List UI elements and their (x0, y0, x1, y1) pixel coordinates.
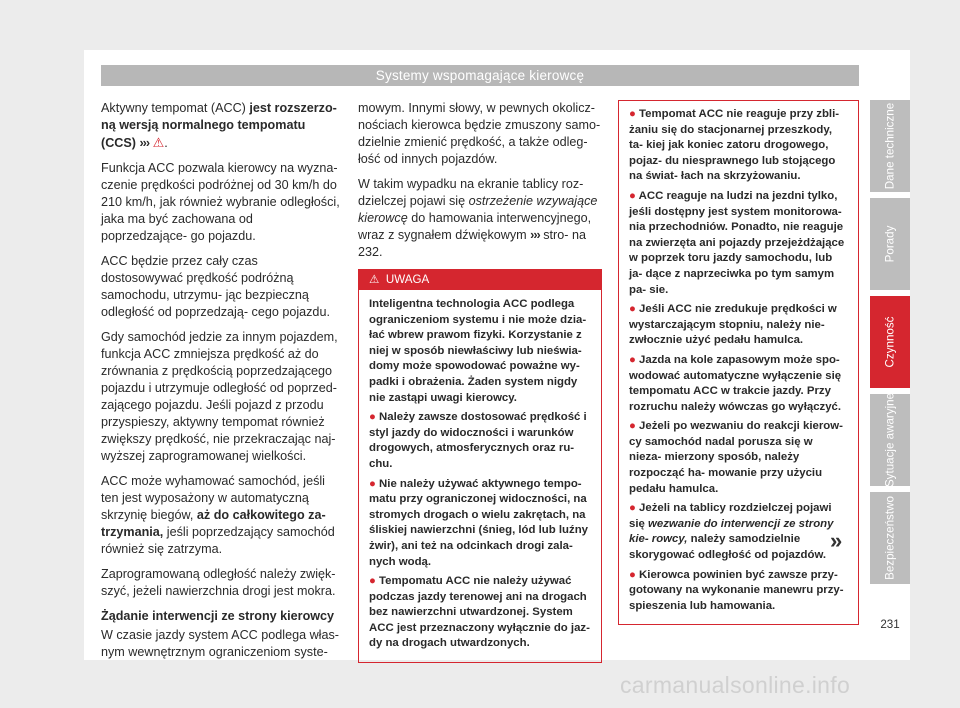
tab-dane-techniczne[interactable]: Dane techniczne (870, 100, 910, 192)
bullet-icon: ● (629, 108, 640, 120)
warning-triangle-icon: ⚠ (369, 273, 380, 286)
bullet-icon: ● (629, 303, 640, 316)
bullet-icon: ● (629, 189, 639, 202)
warning-intro: Inteligentna technologia ACC podlega ograniczeniom systemu i nie może dzia- łać wbrew prawom fizyki. Korzystanie z niej w sposób niewłaściwy lub nieświa- domy może spowodować poważne wy- padki i obrażenia. Żaden system nigdy nie zastąpi uwagi kierowcy. (369, 298, 587, 404)
warning-box-body (359, 290, 601, 662)
paragraph: Gdy samochód jedzie za innym pojazdem, funkcja ACC zmniejsza prędkość aż do zrównania z prędkością poprzedzającego pojazdu i utrzymuje odległość od poprzed- zającego pojazdu. Jeśli pojazd z przodu przyspieszy, aktywny tempomat również zwiększy prędkość, nie przekraczając naj- wyższej zaprogramowanej wielkości. (101, 330, 338, 463)
warning-bullet: ● ACC reaguje na ludzi na jezdni tylko, jeśli dostępny jest system monitorowa- nia przechodniów. Ponadto, nie reaguje na zwierzęta ani pojazdy przejeżdżające w poprzek toru jazdy samochodu, lub ja- dące z naprzeciwka po tym samym pa- sie. (629, 189, 845, 296)
warning-bullet: ● Jeśli ACC nie zredukuje prędkości w wystarczającym stopniu, należy nie- zwłocznie użyć pedału hamulca. (629, 303, 837, 347)
warning-bullet: ● Nie należy używać aktywnego tempo- matu przy ograniczonej widoczności, na stromych drogach o wielu zakrętach, na śliskiej nawierzchni (śnieg, lód lub luźny żwir), ani też na odcinkach drogi zala- nych wodą. (369, 477, 588, 568)
cross-ref-arrows[interactable]: ››› (139, 136, 150, 150)
warning-bullet: ● Kierowca powinien być zawsze przy- gotowany na wykonanie manewru przy- spieszenia lub hamowania. (629, 568, 844, 612)
warning-bullet: ● Należy zawsze dostosować prędkość i styl jazdy do widoczności i warunków drogowych, atmosferycznych oraz ru- chu. (369, 411, 587, 470)
warning-bullet: ● Tempomat ACC nie reaguje przy zbli- żaniu się do stacjonarnej przeszkody, ta- kiej jak koniec zatoru drogowego, pojaz- du niesprawnego lub stojącego na świat- łach na skrzyżowaniu. (629, 108, 840, 183)
column-3 (618, 100, 859, 625)
tab-czynnosc[interactable]: Czynność (870, 296, 910, 388)
tab-sytuacje-awaryjne[interactable]: Sytuacje awaryjne (870, 394, 910, 486)
bullet-icon: ● (369, 575, 380, 588)
paragraph: W czasie jazdy system ACC podlega włas- nym wewnętrznym ograniczeniom syste- (101, 628, 339, 659)
bullet-icon: ● (369, 411, 380, 424)
bullet-icon: ● (629, 353, 640, 366)
warning-bullet: ● Jazda na kole zapasowym może spo- wodować automatyczne wyłączenie się tempomatu ACC w trakcie jazdy. Przy rozruchu należy wówczas go wyłączyć. (629, 353, 842, 413)
section-subheading: Żądanie interwencji ze strony kierowcy (101, 609, 335, 623)
paragraph: Zaprogramowaną odległość należy zwięk- szyć, jeżeli nawierzchnia drogi jest mokra. (101, 567, 336, 598)
warning-bullet: ● Tempomatu ACC nie należy używać podczas jazdy terenowej ani na drogach bez nawierzchni utwardzonej. System ACC jest przeznaczony wyłącznie do jaz- dy na drogach utwardzonych. (369, 575, 590, 650)
tab-bezpieczenstwo[interactable]: Bezpieczeństwo (870, 492, 910, 584)
watermark: carmanualsonline.info (620, 672, 851, 698)
paragraph: ACC będzie przez cały czas dostosowywać prędkość podróżną samochodu, utrzymu- jąc bezpieczną odległość od poprzedzają- cego pojazdu. (101, 254, 330, 319)
intro-paragraph: Aktywny tempomat (ACC) jest rozszerzo- ną wersją normalnego tempomatu (CCS) ››› ⚠. (101, 101, 337, 150)
paragraph: W takim wypadku na ekranie tablicy roz- dzielczej pojawi się ostrzeżenie wzywające kierowcę do hamowania interwencyjnego, wraz z sygnałem dźwiękowym ››› stro- na 232. (358, 177, 598, 259)
page-header: Systemy wspomagające kierowcę (101, 65, 859, 86)
continue-arrow-icon[interactable]: » (830, 528, 843, 553)
warning-bullet: ● Jeżeli po wezwaniu do reakcji kierow- cy samochód nadal porusza się w nieza- mierzony sposób, należy rozpocząć ha- mowanie przy użyciu pedału hamulca. (629, 420, 843, 495)
warning-triangle-icon: ⚠ (152, 135, 165, 150)
paragraph: mowym. Innymi słowy, w pewnych okolicz- nościach kierowca będzie zmuszony samo- dzielnie zmienić prędkość, a także odleg- łość od innych pojazdów. (358, 101, 601, 166)
column-2 (358, 100, 602, 663)
bullet-icon: ● (629, 502, 640, 515)
warning-box (358, 269, 602, 663)
bullet-icon: ● (369, 477, 380, 490)
cross-ref-arrows[interactable]: ››› (530, 228, 540, 242)
column-1 (101, 100, 341, 669)
warning-box-body (619, 101, 858, 624)
bullet-icon: ● (629, 420, 640, 433)
warning-box-continued (618, 100, 859, 625)
warning-bullet: ● Jeżeli na tablicy rozdzielczej pojawi się wezwanie do interwencji ze strony kie- rowcy, należy samodzielnie skorygować odległość od pojazdów. (629, 502, 834, 562)
paragraph: ACC może wyhamować samochód, jeśli ten jest wyposażony w automatyczną skrzynię biegów, aż do całkowitego za- trzymania, jeśli poprzedzający samochód również się zatrzyma. (101, 474, 335, 556)
paragraph: Funkcja ACC pozwala kierowcy na wyzna- czenie prędkości podróżnej od 30 km/h do 210 km/h, jak również wybranie odległości, jaka ma być zachowana od poprzedzające- go pojazdu. (101, 161, 340, 243)
page-number: 231 (880, 618, 900, 631)
bullet-icon: ● (629, 568, 640, 581)
warning-box-header: ⚠ UWAGA (359, 270, 601, 290)
tab-porady[interactable]: Porady (870, 198, 910, 290)
